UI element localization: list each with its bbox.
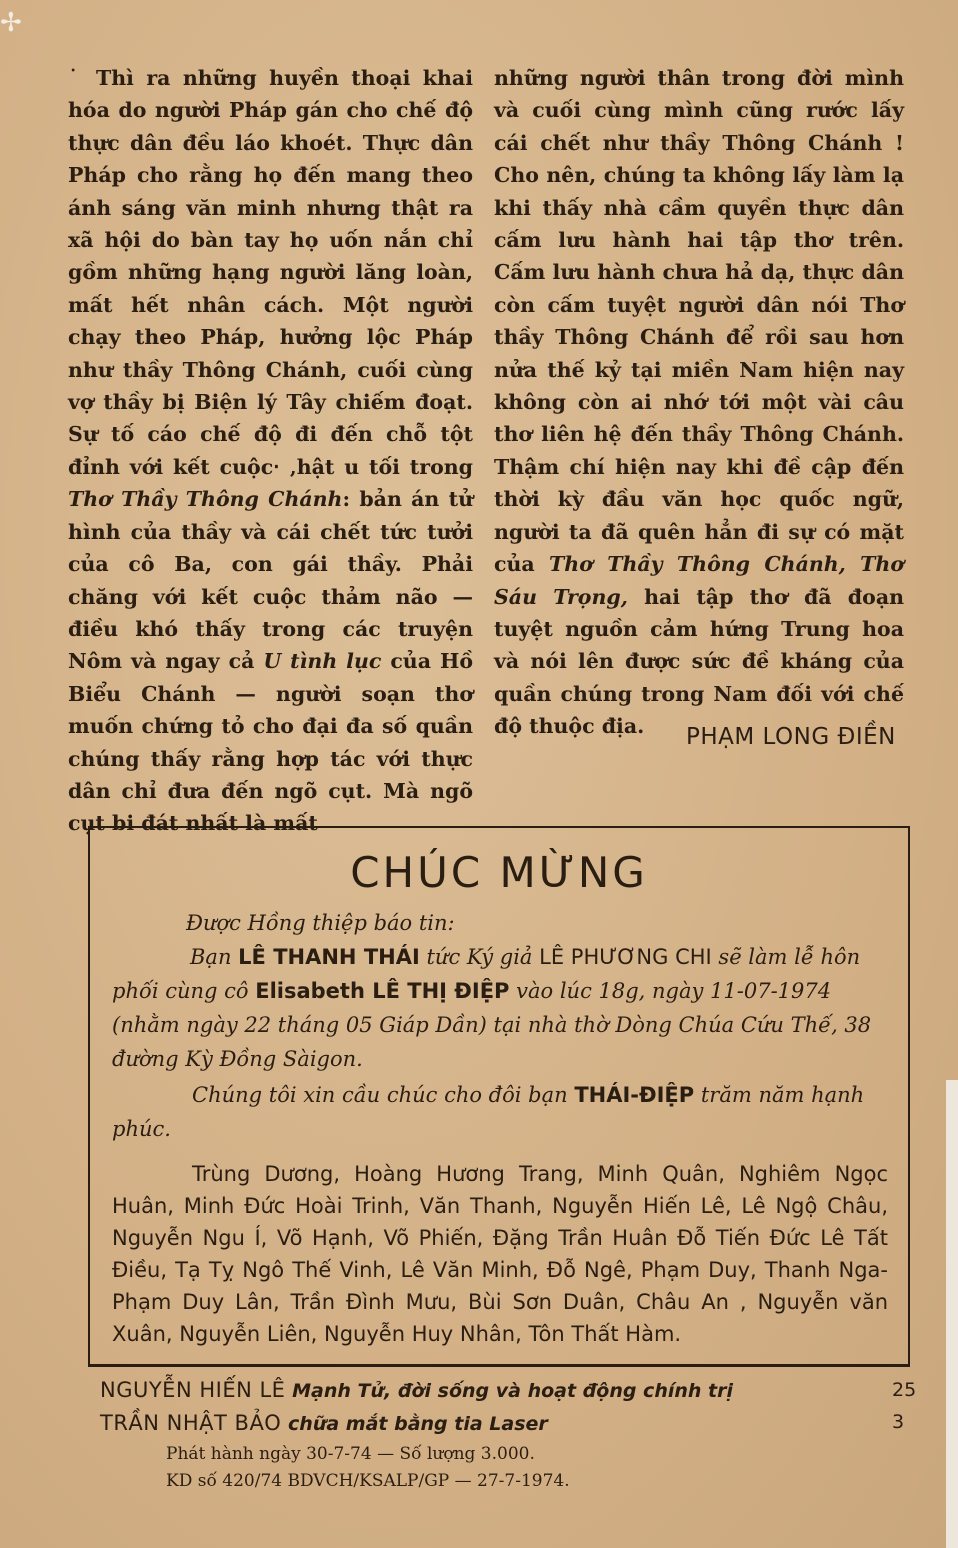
author-name: TRẦN NHẬT BẢO <box>100 1411 282 1435</box>
book-title: Mạnh Tử, đời sống và hoạt động chính trị <box>292 1380 733 1402</box>
issue-info: Phát hành ngày 30-7-74 — Số lượng 3.000. <box>166 1444 535 1464</box>
footer-line-2 <box>100 1407 820 1440</box>
article-author: PHẠM LONG ĐIỀN <box>686 724 896 750</box>
article-column-left <box>68 62 473 840</box>
article-column-right <box>494 62 904 743</box>
article-text: hai tập thơ đã đoạn tuyệt nguồn cảm hứng Trung hoa và nói lên được sức đề kháng của quần chúng trong Nam đối với chế độ thuộc địa. <box>494 584 905 739</box>
text-fragment: Bạn <box>190 945 232 969</box>
blessing <box>112 1078 888 1146</box>
license-info: KD số 420/74 BDVCH/KSALP/GP — 27-7-1974. <box>166 1471 570 1491</box>
book-title: Thơ Thầy Thông Chánh <box>68 487 343 512</box>
text-fragment: tức Ký giả <box>426 945 533 969</box>
price: 25 <box>892 1379 917 1401</box>
price: 3 <box>892 1411 905 1433</box>
announcement-intro: Được Hồng thiệp báo tin: <box>186 911 455 935</box>
article-text: của Hồ Biểu Chánh — người soạn thơ muốn chứng tỏ cho đại đa số quần chúng thấy rằng hợp tác với thực dân chỉ đưa đến ngõ cụt. Mà ngõ cụt bi đát nhất là mất <box>68 649 473 836</box>
article-text: ˙ Thì ra những huyền thoại khai hóa do người Pháp gán cho chế độ thực dân đều láo khoét. Thực dân Pháp cho rằng họ đến mang theo ánh sáng văn minh nhưng thật ra xã hội do bàn tay họ uốn nắn chỉ gồm những hạng người lăng loàn, mất hết nhân cách. Một người chạy theo Pháp, hưởng lộc Pháp như thầy Thông Chánh, cuối cùng vợ thầy bị Biện lý Tây chiếm đoạt. Sự tố cáo chế độ đi đến chỗ tột đỉnh với kết cuộc‧ ‚hật u tối trong <box>68 66 473 479</box>
article-text: những người thân trong đời mình và cuối cùng mình cũng rước lấy cái chết như thầy Thông Chánh ! Cho nên, chúng ta không lấy làm lạ khi thấy nhà cầm quyền thực dân cấm lưu hành hai tập thơ trên. Cấm lưu hành chưa hả dạ, thực dân còn cấm tuyệt người dân nói Thơ thầy Thông Chánh để rồi sau hơn nửa thế kỷ tại miền Nam hiện nay không còn ai nhớ tới một vài câu thơ liên hệ đến thầy Thông Chánh. Thậm chí hiện nay khi đề cập đến thời kỳ đầu văn học quốc ngữ, người ta đã quên hẳn đi sự có mặt của <box>494 66 904 577</box>
announcement-title: CHÚC MỪNG <box>350 848 648 897</box>
congratulation-box <box>88 826 910 1367</box>
wedding-details: vào lúc 18g, ngày 11-07-1974 (nhằm ngày 22 tháng 05 Giáp Dần) tại nhà thờ Dòng Chúa Cứu Thế, 38 đường Kỳ Đồng Sàigon. <box>112 979 872 1071</box>
corner-ornament: ✢ <box>0 8 22 38</box>
text-fragment: Chúng tôi xin cầu chúc cho đôi bạn <box>192 1083 568 1107</box>
announcement-text <box>112 940 888 1076</box>
pen-name: LÊ PHƯƠNG CHI <box>539 945 712 969</box>
groom-name: LÊ THANH THÁI <box>238 945 420 969</box>
author-name: NGUYỄN HIẾN LÊ <box>100 1378 286 1402</box>
article-paragraph <box>68 62 473 840</box>
book-title: Thơ Thầy Thông Chánh, Thơ Sáu Trọng, <box>494 552 904 609</box>
book-title: chữa mắt bằng tia Laser <box>288 1413 548 1435</box>
announcement-body <box>112 906 888 1350</box>
footer-line-1 <box>100 1374 820 1407</box>
paper-edge <box>946 1080 958 1548</box>
article-paragraph <box>494 62 904 743</box>
price-column <box>892 1374 916 1438</box>
book-title: U tình lục <box>263 649 382 674</box>
text-fragment: trăm năm hạnh phúc. <box>112 1083 865 1141</box>
article-text: : bản án tử hình của thầy và cái chết tức tưởi của cô Ba, con gái thầy. Phải chăng với kết cuộc thảm não — điều khó thấy trong các truyện Nôm và ngay cả <box>68 487 474 674</box>
couple-name: THÁI-ĐIỆP <box>574 1083 695 1107</box>
signers-list: Trùng Dương, Hoàng Hương Trang, Minh Quân, Nghiêm Ngọc Huân, Minh Đức Hoài Trinh, Văn Thanh, Nguyễn Hiến Lê, Lê Ngộ Châu, Nguyễn Ngu Í, Võ Hạnh, Võ Phiến, Đặng Trần Huân Đỗ Tiến Đức Lê Tất Điều, Tạ Tỵ Ngô Thế Vinh, Lê Văn Minh, Đỗ Ngê, Phạm Duy, Thanh Nga-Phạm Duy Lân, Trần Đình Mưu, Bùi Sơn Duân, Châu An , Nguyễn văn Xuân, Nguyễn Liên, Nguyễn Huy Nhân, Tôn Thất Hàm. <box>112 1162 888 1346</box>
bride-name: Elisabeth LÊ THỊ ĐIỆP <box>255 979 510 1003</box>
text-fragment: sẽ làm lễ hôn phối cùng cô <box>112 945 861 1003</box>
footer-ads <box>100 1374 820 1494</box>
